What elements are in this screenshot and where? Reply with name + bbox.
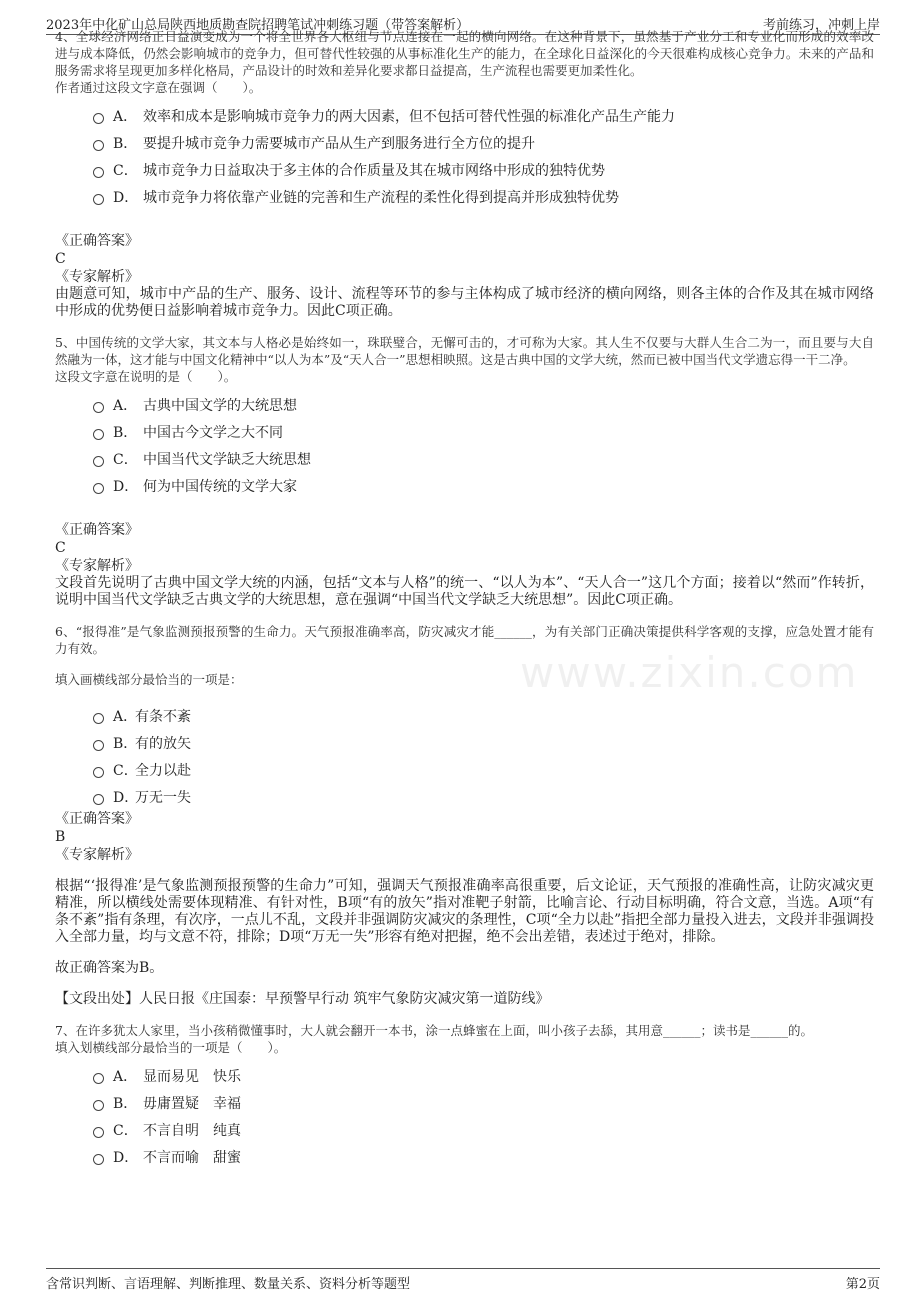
options-list [93, 1062, 874, 1170]
option-text: 不言而喻 甜蜜 [143, 1149, 241, 1166]
question-prompt: 填入划横线部分最恰当的一项是（ ）。 [55, 1040, 287, 1055]
radio-icon[interactable] [93, 483, 104, 494]
option-letter: C． [113, 162, 138, 179]
option-text: 有条不紊 [135, 708, 191, 725]
answer-label: 《正确答案》 [55, 233, 139, 249]
page-footer [46, 1268, 880, 1295]
option-text: 城市竞争力将依靠产业链的完善和生产流程的柔性化得到提高并形成独特优势 [143, 189, 619, 206]
analysis-label: 《专家解析》 [55, 847, 139, 863]
question-prompt: 这段文字意在说明的是（ ）。 [55, 369, 237, 384]
option-c[interactable] [93, 445, 874, 472]
option-letter: D． [113, 189, 139, 206]
radio-icon[interactable] [93, 1127, 104, 1138]
option-text: 古典中国文学的大统思想 [143, 397, 297, 414]
document-title: 2023年中化矿山总局陕西地质勘查院招聘笔试冲刺练习题（带答案解析） [46, 18, 470, 33]
option-d[interactable] [93, 1143, 874, 1170]
watermark: www.zixin.com [520, 648, 859, 697]
analysis-text: 由题意可知，城市中产品的生产、服务、设计、流程等环节的参与主体构成了城市经济的横向网络，则各主体的合作及其在城市网络中形成的优势便日益影响着城市竞争力。因此C项正确。 [55, 286, 874, 319]
options-list [93, 102, 874, 210]
options-list [93, 391, 874, 499]
radio-icon[interactable] [93, 740, 104, 751]
analysis-text: 根据“‘报得准’是气象监测预报预警的生命力”可知，强调天气预报准确率高很重要，后文论证，天气预报的准确性高，让防灾减灾更精准，所以横线处需要体现精准、有针对性，B项“有的放矢”指对准靶子射箭，比喻言论、行动目标明确，符合文意，当选。A项“有条不紊”指有条理，有次序，一点儿不乱，文段并非强调防灾减灾的条理性，C项“全力以赴”指把全部力量投入进去，文段并非强调投入全部力量，均与文意不符，排除；D项“万无一失”形容有绝对把握，绝不会出差错，表述过于绝对，排除。 [55, 878, 874, 945]
option-text: 中国当代文学缺乏大统思想 [143, 451, 311, 468]
question-5 [55, 334, 874, 609]
question-6 [55, 623, 874, 1008]
option-a[interactable] [93, 391, 874, 418]
radio-icon[interactable] [93, 194, 104, 205]
analysis-label: 《专家解析》 [55, 558, 139, 574]
option-a[interactable] [93, 102, 874, 129]
radio-icon[interactable] [93, 140, 104, 151]
option-letter: C． [113, 762, 138, 779]
option-b[interactable] [93, 129, 874, 156]
radio-icon[interactable] [93, 767, 104, 778]
option-b[interactable] [93, 1089, 874, 1116]
option-letter: A． [113, 708, 138, 725]
question-prompt: 作者通过这段文字意在强调（ ）。 [55, 80, 262, 95]
radio-icon[interactable] [93, 794, 104, 805]
page-number: 第2页 [845, 1277, 880, 1292]
option-letter: B． [113, 735, 138, 752]
analysis-conclusion: 故正确答案为B。 [55, 960, 164, 976]
option-text: 万无一失 [135, 789, 191, 806]
header-slogan: 考前练习，冲刺上岸 [762, 18, 880, 33]
option-letter: B． [113, 1095, 138, 1112]
option-c[interactable] [93, 156, 874, 183]
analysis-source: 【文段出处】人民日报《庄国泰：早预警早行动 筑牢气象防灾减灾第一道防线》 [55, 991, 550, 1007]
radio-icon[interactable] [93, 1100, 104, 1111]
option-letter: A． [113, 397, 138, 414]
radio-icon[interactable] [93, 113, 104, 124]
question-7 [55, 1022, 874, 1170]
question-stem: 6、“报得准”是气象监测预报预警的生命力。天气预报准确率高，防灾减灾才能______，为有关部门正确决策提供科学客观的支撑，应急处置才能有力有效。 [55, 624, 874, 656]
question-stem: 7、在许多犹太人家里，当小孩稍微懂事时，大人就会翻开一本书，涂一点蜂蜜在上面，叫小孩子去舔，其用意______；读书是______的。 [55, 1023, 813, 1038]
option-a[interactable] [93, 1062, 874, 1089]
option-b[interactable] [93, 729, 874, 756]
answer-value: C [55, 251, 66, 267]
question-stem: 4、全球经济网络正日益演变成为一个将全世界各大枢纽与节点连接在一起的横向网络。在这种背景下，虽然基于产业分工和专业化而形成的效率改进与成本降低，仍然会影响城市的竞争力，但可替代性较强的从事标准化生产的能力，在全球化日益深化的今天很难构成核心竞争力。未来的产品和服务需求将呈现更加多样化格局，产品设计的时效和差异化要求都日益提高，生产流程也需要更加柔性化。 [55, 29, 874, 78]
option-b[interactable] [93, 418, 874, 445]
answer-label: 《正确答案》 [55, 522, 139, 538]
option-text: 中国古今文学之大不同 [143, 424, 283, 441]
analysis-text: 文段首先说明了古典中国文学大统的内涵，包括“文本与人格”的统一、“以人为本”、“天人合一”这几个方面；接着以“然而”作转折，说明中国当代文学缺乏古典文学的大统思想，意在强调“中国当代文学缺乏大统思想”。因此C项正确。 [55, 575, 874, 608]
answer-label: 《正确答案》 [55, 811, 139, 827]
option-text: 城市竞争力日益取决于多主体的合作质量及其在城市网络中形成的独特优势 [143, 162, 605, 179]
analysis-label: 《专家解析》 [55, 269, 139, 285]
radio-icon[interactable] [93, 1073, 104, 1084]
option-text: 毋庸置疑 幸福 [143, 1095, 241, 1112]
radio-icon[interactable] [93, 167, 104, 178]
question-4 [55, 28, 874, 320]
options-list [93, 702, 874, 810]
answer-value: B [55, 829, 66, 845]
answer-value: C [55, 540, 66, 556]
question-stem: 5、中国传统的文学大家，其文本与人格必是始终如一，珠联璧合，无懈可击的，才可称为大家。其人生不仅要与大群人生合二为一，而且要与大自然融为一体，这才能与中国文化精神中“以人为本”及“天人合一”思想相映照。这是古典中国的文学大统，然而已被中国当代文学遗忘得一干二净。 [55, 335, 874, 367]
option-text: 要提升城市竞争力需要城市产品从生产到服务进行全方位的提升 [143, 135, 535, 152]
radio-icon[interactable] [93, 713, 104, 724]
question-prompt: 填入画横线部分最恰当的一项是： [55, 672, 243, 687]
option-letter: D． [113, 1149, 139, 1166]
option-c[interactable] [93, 1116, 874, 1143]
option-letter: D． [113, 478, 139, 495]
option-text: 显而易见 快乐 [143, 1068, 241, 1085]
option-text: 效率和成本是影响城市竞争力的两大因素，但不包括可替代性强的标准化产品生产能力 [143, 108, 675, 125]
option-letter: C． [113, 1122, 138, 1139]
option-d[interactable] [93, 783, 874, 810]
option-d[interactable] [93, 472, 874, 499]
footer-note: 含常识判断、言语理解、判断推理、数量关系、资料分析等题型 [46, 1277, 411, 1292]
option-letter: D． [113, 789, 139, 806]
radio-icon[interactable] [93, 456, 104, 467]
option-letter: C． [113, 451, 138, 468]
radio-icon[interactable] [93, 402, 104, 413]
option-letter: B． [113, 424, 138, 441]
radio-icon[interactable] [93, 1154, 104, 1165]
option-text: 有的放矢 [135, 735, 191, 752]
option-text: 何为中国传统的文学大家 [143, 478, 297, 495]
option-c[interactable] [93, 756, 874, 783]
radio-icon[interactable] [93, 429, 104, 440]
option-text: 全力以赴 [135, 762, 191, 779]
option-a[interactable] [93, 702, 874, 729]
page-content [55, 29, 874, 1170]
option-letter: A． [113, 108, 138, 125]
option-d[interactable] [93, 183, 874, 210]
option-text: 不言自明 纯真 [143, 1122, 241, 1139]
option-letter: B． [113, 135, 138, 152]
option-letter: A． [113, 1068, 138, 1085]
